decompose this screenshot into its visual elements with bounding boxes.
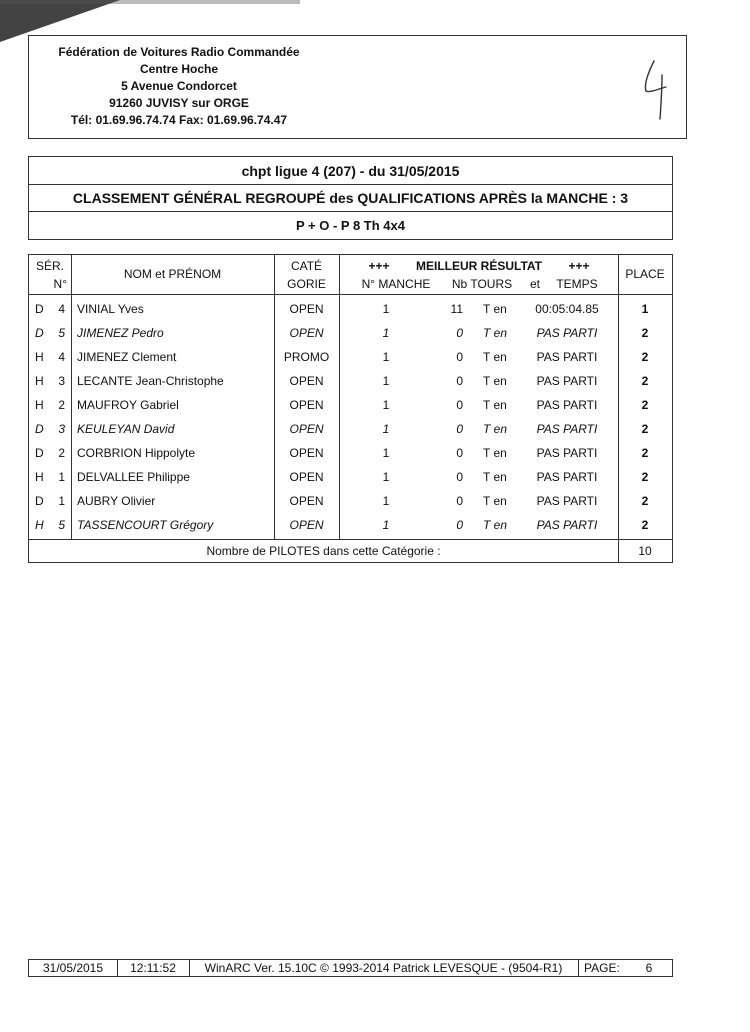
cell-num: 1 <box>58 494 65 508</box>
header-manche: N° MANCHE <box>361 277 431 291</box>
header-num: N° <box>53 277 67 291</box>
cell-temps: PAS PARTI <box>536 398 598 412</box>
cell-ser: H <box>35 350 44 364</box>
classification-title: CLASSEMENT GÉNÉRAL REGROUPÉ des QUALIFICATIONS APRÈS la MANCHE : 3 <box>72 190 629 206</box>
header-plus-right: +++ <box>568 259 590 273</box>
column-divider <box>339 255 340 539</box>
cell-t-en: T en <box>483 422 508 436</box>
header-temps: TEMPS <box>556 277 598 291</box>
organizer-address <box>29 44 329 129</box>
cell-manche: 1 <box>382 350 390 364</box>
column-divider <box>71 255 72 539</box>
cell-category: OPEN <box>289 470 324 484</box>
cell-temps: PAS PARTI <box>536 494 598 508</box>
cell-ser: D <box>35 494 44 508</box>
organizer-street: 5 Avenue Condorcet <box>121 79 237 93</box>
cell-tours: 0 <box>456 326 463 340</box>
cell-temps: PAS PARTI <box>536 422 598 436</box>
cell-t-en: T en <box>483 398 507 412</box>
cell-num: 5 <box>58 518 65 532</box>
category-title: P + O - P 8 Th 4x4 <box>296 218 405 233</box>
header-tours: Nb TOURS <box>451 277 513 291</box>
cell-category: PROMO <box>283 350 330 364</box>
cell-manche: 1 <box>382 302 390 316</box>
cell-category: OPEN <box>289 422 324 436</box>
cell-tours: 0 <box>456 518 463 532</box>
cell-category: OPEN <box>289 398 324 412</box>
cell-name: JIMENEZ Clement <box>77 350 177 364</box>
cell-manche: 1 <box>382 326 390 340</box>
championship-title: chpt ligue 4 (207) - du 31/05/2015 <box>241 163 460 179</box>
cell-manche: 1 <box>382 446 390 460</box>
cell-ser: H <box>35 398 44 412</box>
cell-name: CORBRION Hippolyte <box>77 446 196 460</box>
cell-place: 2 <box>641 422 649 436</box>
header-best-result: MEILLEUR RÉSULTAT <box>416 259 542 273</box>
cell-ser: D <box>35 302 44 316</box>
cell-ser: D <box>35 326 44 340</box>
cell-name: DELVALLEE Philippe <box>77 470 190 484</box>
cell-temps: PAS PARTI <box>536 326 598 340</box>
cell-place: 2 <box>641 374 649 388</box>
cell-temps: 00:05:04.85 <box>535 302 599 316</box>
cell-name: JIMENEZ Pedro <box>77 326 164 340</box>
cell-place: 2 <box>641 446 649 460</box>
cell-category: OPEN <box>289 446 324 460</box>
cell-manche: 1 <box>382 494 390 508</box>
header-category-top: CATÉ <box>290 259 323 273</box>
cell-category: OPEN <box>289 374 324 388</box>
organizer-city: 91260 JUVISY sur ORGE <box>109 96 249 110</box>
cell-temps: PAS PARTI <box>536 470 598 484</box>
pilot-count-label: Nombre de PILOTES dans cette Catégorie : <box>206 544 441 558</box>
footer-date: 31/05/2015 <box>42 961 104 975</box>
cell-temps: PAS PARTI <box>536 374 598 388</box>
cell-name: MAUFROY Gabriel <box>77 398 179 412</box>
cell-num: 5 <box>58 326 65 340</box>
cell-ser: D <box>35 446 44 460</box>
cell-name: LECANTE Jean-Christophe <box>77 374 224 388</box>
cell-t-en: T en <box>483 518 508 532</box>
cell-num: 3 <box>58 422 65 436</box>
cell-tours: 0 <box>456 494 463 508</box>
cell-place: 2 <box>641 350 649 364</box>
cell-tours: 0 <box>456 470 463 484</box>
cell-place: 2 <box>641 326 649 340</box>
handwritten-page-number <box>636 55 676 125</box>
cell-t-en: T en <box>483 326 508 340</box>
header-name: NOM et PRÉNOM <box>123 267 222 281</box>
organizer-name: Fédération de Voitures Radio Commandée <box>58 45 300 59</box>
footer-divider <box>578 960 579 976</box>
cell-name: TASSENCOURT Grégory <box>77 518 214 532</box>
results-table <box>28 254 673 563</box>
cell-tours: 0 <box>456 350 463 364</box>
cell-tours: 11 <box>450 302 463 316</box>
cell-ser: H <box>35 470 44 484</box>
footer-software: WinARC Ver. 15.10C © 1993-2014 Patrick LEVESQUE - (9504-R1) <box>204 961 563 975</box>
cell-t-en: T en <box>483 350 507 364</box>
title-divider <box>29 184 672 185</box>
cell-place: 2 <box>641 470 649 484</box>
cell-place: 2 <box>641 494 649 508</box>
title-divider <box>29 211 672 212</box>
cell-manche: 1 <box>382 374 390 388</box>
cell-t-en: T en <box>483 470 507 484</box>
footer-page-number: 6 <box>645 961 653 975</box>
pilot-count-value: 10 <box>638 544 652 558</box>
cell-tours: 0 <box>456 446 463 460</box>
organizer-phone-fax: Tél: 01.69.96.74.74 Fax: 01.69.96.74.47 <box>70 113 288 127</box>
cell-category: OPEN <box>289 326 324 340</box>
scan-shadow-edge <box>0 0 300 4</box>
cell-place: 2 <box>641 518 649 532</box>
cell-name: VINIAL Yves <box>77 302 144 316</box>
header-plus-left: +++ <box>368 259 390 273</box>
cell-tours: 0 <box>456 398 463 412</box>
cell-category: OPEN <box>289 302 324 316</box>
cell-ser: H <box>35 374 44 388</box>
cell-place: 2 <box>641 398 649 412</box>
cell-ser: H <box>35 518 44 532</box>
cell-num: 2 <box>58 446 65 460</box>
cell-manche: 1 <box>382 470 390 484</box>
cell-num: 3 <box>58 374 65 388</box>
cell-temps: PAS PARTI <box>536 518 598 532</box>
header-divider <box>29 294 672 295</box>
cell-t-en: T en <box>483 446 507 460</box>
cell-num: 1 <box>58 470 65 484</box>
organizer-header <box>28 35 687 139</box>
cell-manche: 1 <box>382 422 390 436</box>
cell-name: AUBRY Olivier <box>77 494 156 508</box>
cell-t-en: T en <box>483 494 507 508</box>
cell-temps: PAS PARTI <box>536 446 598 460</box>
cell-num: 4 <box>58 302 65 316</box>
cell-ser: D <box>35 422 44 436</box>
footer-page-label: PAGE: <box>584 961 620 975</box>
header-ser: SÉR. <box>35 259 64 273</box>
cell-tours: 0 <box>456 374 463 388</box>
title-block <box>28 156 673 240</box>
cell-t-en: T en <box>483 374 507 388</box>
cell-t-en: T en <box>483 302 507 316</box>
cell-place: 1 <box>641 302 649 316</box>
header-place: PLACE <box>625 267 665 281</box>
cell-category: OPEN <box>289 494 324 508</box>
cell-num: 4 <box>58 350 65 364</box>
header-category-bottom: GORIE <box>287 277 326 291</box>
print-footer <box>28 959 673 977</box>
cell-category: OPEN <box>289 518 324 532</box>
cell-num: 2 <box>58 398 65 412</box>
organizer-centre: Centre Hoche <box>139 62 219 76</box>
cell-name: KEULEYAN David <box>77 422 175 436</box>
summary-divider <box>29 539 672 540</box>
cell-manche: 1 <box>382 398 390 412</box>
cell-tours: 0 <box>456 422 463 436</box>
header-et: et <box>529 277 540 291</box>
footer-time: 12:11:52 <box>130 961 176 975</box>
cell-manche: 1 <box>382 518 390 532</box>
cell-temps: PAS PARTI <box>536 350 598 364</box>
